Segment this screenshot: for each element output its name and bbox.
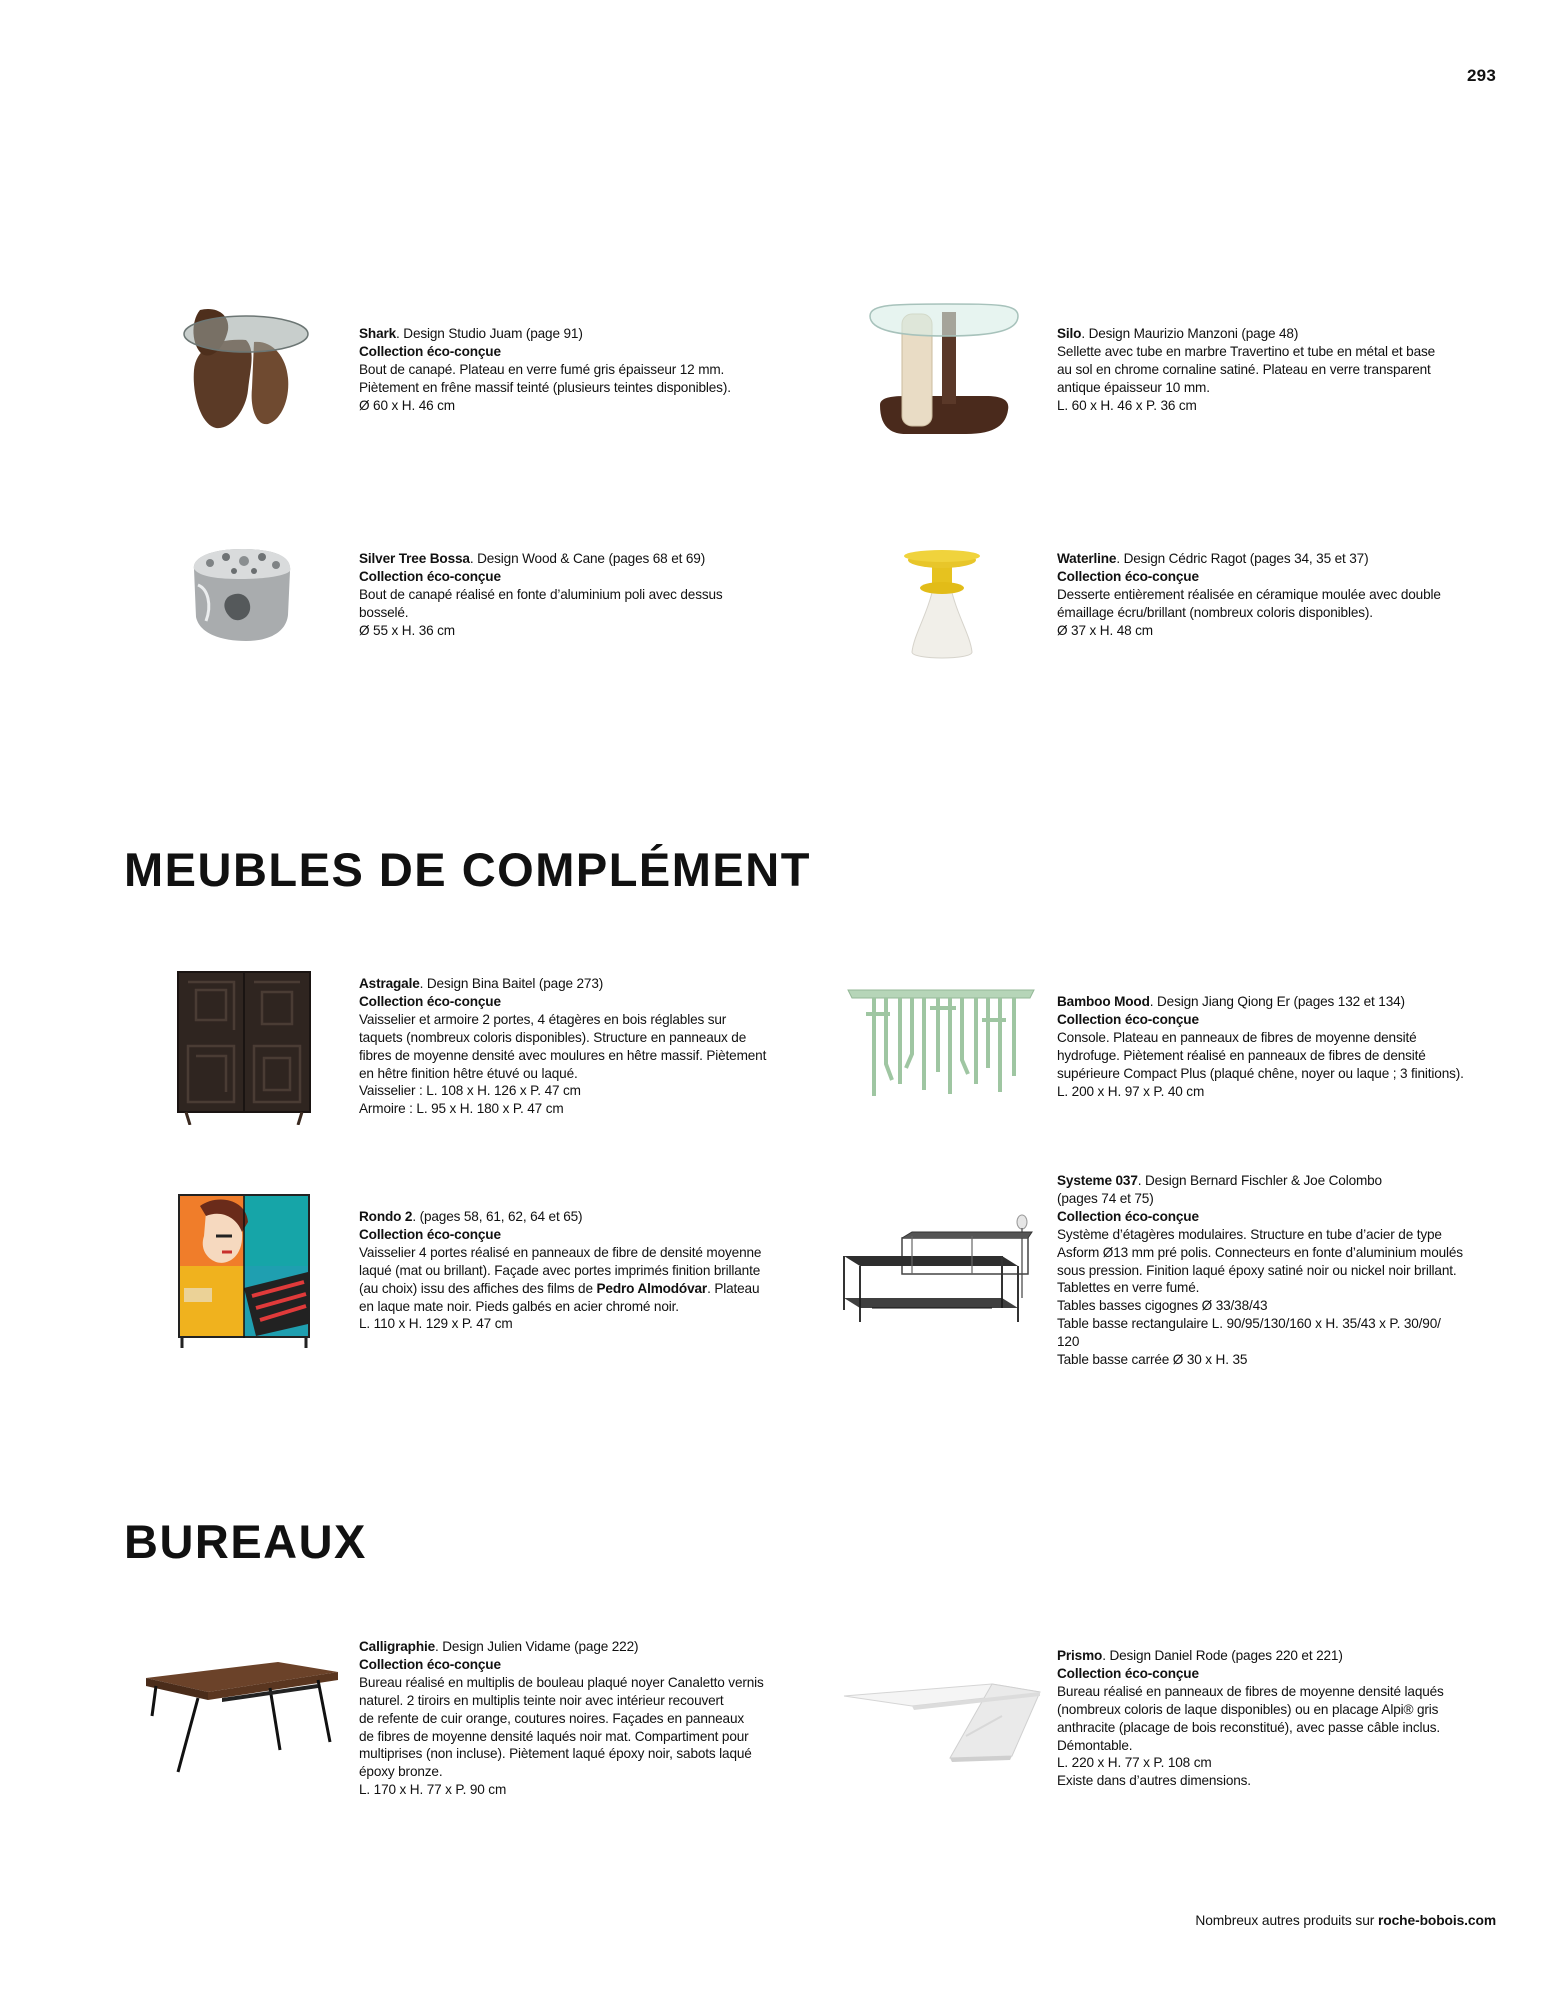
calligraphie-description (359, 1638, 764, 1799)
astragale-line: taquets (nombreux coloris disponibles). Structure en panneaux de (359, 1029, 747, 1045)
silver-tree-bossa-name: Silver Tree Bossa (359, 551, 470, 566)
calligraphie-line: multiprises (non incluse). Piètement laqué époxy noir, sabots laqué (359, 1746, 752, 1762)
waterline-line: Ø 37 x H. 48 cm (1057, 622, 1153, 638)
prismo-description (1057, 1647, 1444, 1790)
systeme-037-line: sous pression. Finition laqué époxy satiné noir ou nickel noir brillant. (1057, 1262, 1457, 1278)
astragale-collection: Collection éco-conçue (359, 993, 501, 1009)
prismo-designer: . Design Daniel Rode (pages 220 et 221) (1102, 1648, 1343, 1663)
prismo-line: Bureau réalisé en panneaux de fibres de moyenne densité laqués (1057, 1683, 1444, 1699)
prismo-line: Existe dans d’autres dimensions. (1057, 1773, 1251, 1789)
calligraphie-line: naturel. 2 tiroirs en multiplis teinte noir avec intérieur recouvert (359, 1692, 724, 1708)
systeme-037-pages: (pages 74 et 75) (1057, 1190, 1154, 1206)
bamboo-mood-description (1057, 993, 1464, 1100)
systeme-037-designer: . Design Bernard Fischler & Joe Colombo (1137, 1173, 1382, 1188)
silver-tree-bossa-image (188, 545, 296, 645)
astragale-line: Vaisselier et armoire 2 portes, 4 étagères en bois réglables sur (359, 1011, 727, 1027)
rondo-2-films-post: . Plateau (707, 1280, 760, 1296)
rondo-2-films-director: Pedro Almodóvar (596, 1280, 708, 1296)
bamboo-mood-collection: Collection éco-conçue (1057, 1011, 1199, 1027)
bamboo-mood-line: L. 200 x H. 97 x P. 40 cm (1057, 1083, 1205, 1099)
calligraphie-line: Bureau réalisé en multiplis de bouleau plaqué noyer Canaletto vernis (359, 1674, 764, 1690)
silver-tree-bossa-line: bosselé. (359, 604, 409, 620)
rondo-2-name: Rondo 2 (359, 1209, 413, 1224)
astragale-line: Armoire : L. 95 x H. 180 x P. 47 cm (359, 1101, 564, 1117)
astragale-line: Vaisselier : L. 108 x H. 126 x P. 47 cm (359, 1083, 581, 1099)
prismo-line: anthracite (placage de bois reconstitué), avec passe câble inclus. (1057, 1719, 1441, 1735)
silo-table-image (866, 300, 1022, 440)
rondo-2-description (359, 1208, 761, 1333)
silver-tree-bossa-description (359, 550, 723, 640)
footer-site-link[interactable]: roche-bobois.com (1378, 1913, 1496, 1928)
systeme-037-name: Systeme 037 (1057, 1173, 1138, 1188)
astragale-name: Astragale (359, 976, 420, 991)
silver-tree-bossa-designer: . Design Wood & Cane (pages 68 et 69) (469, 551, 706, 566)
astragale-line: fibres de moyenne densité avec moulures en hêtre massif. Piètement (359, 1047, 767, 1063)
shark-collection: Collection éco-conçue (359, 343, 501, 359)
astragale-description (359, 975, 766, 1118)
section-title-complement: MEUBLES DE COMPLÉMENT (124, 843, 811, 896)
shark-line: Piètement en frêne massif teinté (plusieurs teintes disponibles). (359, 379, 731, 395)
calligraphie-desk-image (142, 1650, 342, 1776)
systeme-037-line: Table basse carrée Ø 30 x H. 35 (1057, 1352, 1248, 1368)
rondo-2-line: en laque mate noir. Pieds galbés en acier chromé noir. (359, 1298, 679, 1314)
calligraphie-designer: . Design Julien Vidame (page 222) (435, 1639, 639, 1654)
shark-name: Shark (359, 326, 397, 341)
waterline-description (1057, 550, 1441, 640)
silo-line: L. 60 x H. 46 x P. 36 cm (1057, 397, 1197, 413)
calligraphie-line: L. 170 x H. 77 x P. 90 cm (359, 1782, 507, 1798)
systeme-037-line: Asform Ø13 mm pré polis. Connecteurs en fonte d’aluminium moulés (1057, 1244, 1463, 1260)
waterline-line: émaillage écru/brillant (nombreux coloris disponibles). (1057, 604, 1373, 620)
rondo-2-line: L. 110 x H. 129 x P. 47 cm (359, 1316, 513, 1332)
waterline-designer: . Design Cédric Ragot (pages 34, 35 et 37) (1116, 551, 1369, 566)
prismo-collection: Collection éco-conçue (1057, 1665, 1199, 1681)
silo-line: Sellette avec tube en marbre Travertino et tube en métal et base (1057, 343, 1436, 359)
prismo-name: Prismo (1057, 1648, 1103, 1663)
systeme-037-line: Tables basses cigognes Ø 33/38/43 (1057, 1298, 1268, 1314)
systeme-037-line: Tablettes en verre fumé. (1057, 1280, 1200, 1296)
calligraphie-name: Calligraphie (359, 1639, 436, 1654)
systeme-037-line: Système d’étagères modulaires. Structure en tube d’acier de type (1057, 1226, 1442, 1242)
rondo-2-line-films (359, 1280, 761, 1298)
systeme-037-tables-image (842, 1208, 1038, 1328)
shark-line: Ø 60 x H. 46 cm (359, 397, 455, 413)
calligraphie-line: de refente de cuir orange, coutures noires. Façades en panneaux (359, 1710, 745, 1726)
calligraphie-collection: Collection éco-conçue (359, 1656, 501, 1672)
prismo-line: Démontable. (1057, 1737, 1133, 1753)
bamboo-mood-console-image (846, 984, 1036, 1099)
systeme-037-description (1057, 1172, 1463, 1369)
prismo-desk-image (842, 1676, 1042, 1766)
bamboo-mood-designer: . Design Jiang Qiong Er (pages 132 et 134) (1149, 994, 1405, 1009)
rondo-2-designer: . (pages 58, 61, 62, 64 et 65) (412, 1209, 583, 1224)
silo-name: Silo (1057, 326, 1082, 341)
footer-prefix: Nombreux autres produits sur (1195, 1913, 1378, 1928)
bamboo-mood-line: hydrofuge. Piètement réalisé en panneaux de fibres de densité (1057, 1047, 1426, 1063)
rondo-2-films-pre: (au choix) issu des affiches des films de (359, 1280, 597, 1296)
page-number: 293 (1467, 66, 1496, 85)
bamboo-mood-name: Bamboo Mood (1057, 994, 1150, 1009)
waterline-image (898, 534, 986, 664)
silo-description (1057, 325, 1435, 415)
astragale-designer: . Design Bina Baitel (page 273) (419, 976, 604, 991)
waterline-collection: Collection éco-conçue (1057, 568, 1199, 584)
shark-table-image (176, 300, 312, 435)
silo-line: au sol en chrome cornaline satiné. Plateau en verre transparent (1057, 361, 1431, 377)
silver-tree-bossa-line: Bout de canapé réalisé en fonte d’aluminium poli avec dessus (359, 586, 723, 602)
section-title-bureaux: BUREAUX (124, 1515, 367, 1568)
silo-designer: . Design Maurizio Manzoni (page 48) (1081, 326, 1299, 341)
prismo-line: (nombreux coloris de laque disponibles) ou en placage Alpi® gris (1057, 1701, 1439, 1717)
systeme-037-collection: Collection éco-conçue (1057, 1208, 1199, 1224)
footer-note (1195, 1913, 1496, 1928)
shark-designer: . Design Studio Juam (page 91) (396, 326, 583, 341)
rondo-2-sideboard-image (176, 1192, 312, 1348)
shark-description (359, 325, 731, 415)
silo-line: antique épaisseur 10 mm. (1057, 379, 1210, 395)
bamboo-mood-line: supérieure Compact Plus (plaqué chêne, noyer ou laque ; 3 finitions). (1057, 1065, 1464, 1081)
astragale-line: en hêtre finition hêtre étuvé ou laqué. (359, 1065, 578, 1081)
silver-tree-bossa-line: Ø 55 x H. 36 cm (359, 622, 455, 638)
silver-tree-bossa-collection: Collection éco-conçue (359, 568, 501, 584)
bamboo-mood-line: Console. Plateau en panneaux de fibres de moyenne densité (1057, 1029, 1417, 1045)
calligraphie-line: de fibres de moyenne densité laqués noir mat. Compartiment pour (359, 1728, 749, 1744)
rondo-2-line: laqué (mat ou brillant). Façade avec portes imprimés finition brillante (359, 1262, 761, 1278)
astragale-cabinet-image (176, 970, 312, 1125)
shark-line: Bout de canapé. Plateau en verre fumé gris épaisseur 12 mm. (359, 361, 725, 377)
waterline-line: Desserte entièrement réalisée en céramique moulée avec double (1057, 586, 1441, 602)
calligraphie-line: époxy bronze. (359, 1764, 443, 1780)
rondo-2-collection: Collection éco-conçue (359, 1226, 501, 1242)
waterline-name: Waterline (1057, 551, 1117, 566)
systeme-037-line: 120 (1057, 1334, 1080, 1350)
systeme-037-line: Table basse rectangulaire L. 90/95/130/160 x H. 35/43 x P. 30/90/ (1057, 1316, 1441, 1332)
rondo-2-line: Vaisselier 4 portes réalisé en panneaux de fibre de densité moyenne (359, 1244, 762, 1260)
prismo-line: L. 220 x H. 77 x P. 108 cm (1057, 1755, 1212, 1771)
